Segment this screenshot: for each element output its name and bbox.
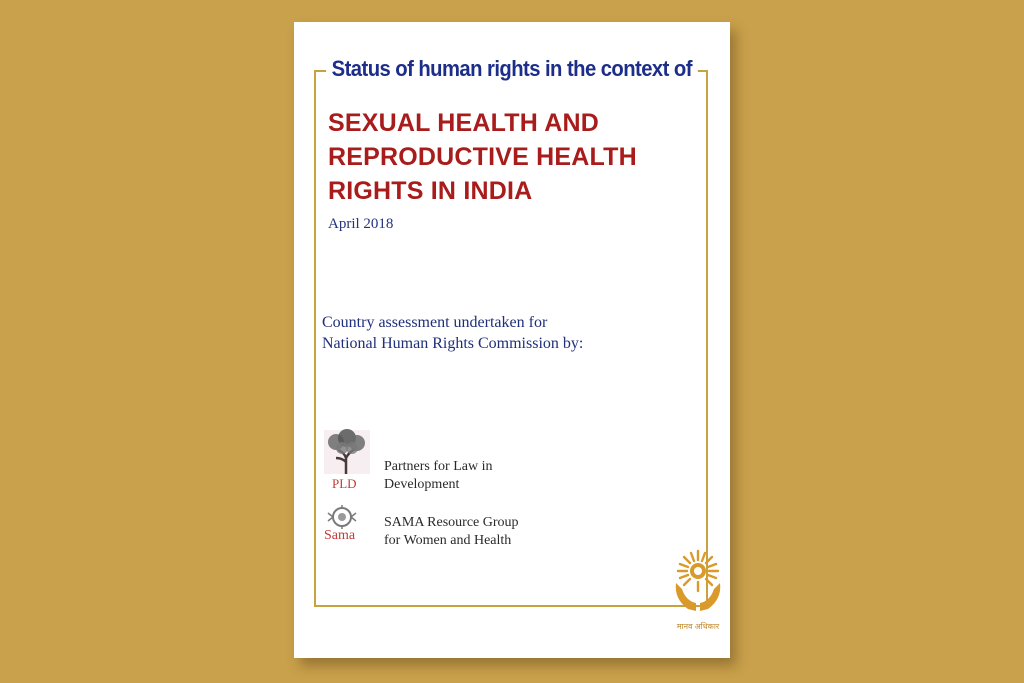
organization-name: [384, 458, 492, 494]
pld-logo-text: PLD: [332, 476, 357, 491]
sun-hands-emblem-icon: [666, 549, 730, 645]
org-name-line-1: Partners for Law in: [384, 459, 493, 474]
sama-logo-text: Sama: [324, 528, 356, 543]
cover-title: [328, 106, 688, 208]
assessment-statement: [322, 312, 682, 354]
assessment-line-2: National Human Rights Commission by:: [322, 335, 584, 352]
org-name-line-1: SAMA Resource Group: [384, 515, 519, 530]
report-cover-page: [294, 22, 730, 658]
title-line-3: RIGHTS IN INDIA: [328, 177, 533, 205]
title-line-1: SEXUAL HEALTH AND: [328, 109, 600, 137]
subtitle-row: [294, 56, 730, 82]
org-name-line-2: Development: [384, 477, 460, 492]
tree-logo-icon: [322, 428, 372, 481]
emblem-caption: मानव अधिकार: [676, 622, 720, 631]
assessment-line-1: Country assessment undertaken for: [322, 314, 548, 331]
org-name-line-2: for Women and Health: [384, 533, 512, 548]
title-line-2: REPRODUCTIVE HEALTH: [328, 143, 637, 171]
organization-name: [384, 514, 519, 550]
cover-subtitle: Status of human rights in the context of: [326, 56, 697, 82]
publication-date: April 2018: [328, 216, 394, 232]
